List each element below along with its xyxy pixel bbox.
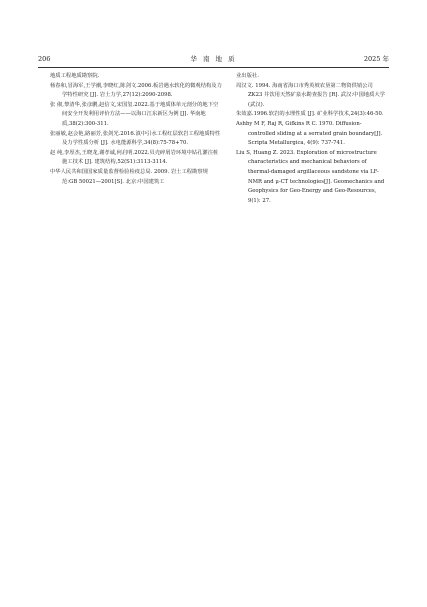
reference-entry: 中华人民共和国国家质量监督检验检疫总局. 2009. 岩土工程勘察规范:GB 50021—2001[S]. 北京:中国建筑工 bbox=[50, 168, 208, 185]
reference-entry: 杨春和,冒海军,王学潮,李晓红,陈剑文.2006.板岩遇水软化的微观结构及力学特性研究 [J]. 岩土力学,27(12):2090-2098. bbox=[50, 82, 222, 99]
journal-year: 2025 年 bbox=[363, 55, 389, 63]
references-left-column bbox=[50, 72, 222, 187]
reference-entry: 赵 纯,李厚杰,王晓龙,谢孝诚,何启明.2022.贝壳碎屑岩环境中钻孔灌注桩施工技术 [J]. 建筑结构,52(S1):3113-3114. bbox=[50, 149, 219, 166]
reference-entry: 业出版社. bbox=[236, 73, 259, 79]
reference-entry: 张丽敏,赵会艳,路丽芳,张剑光.2016.滇中引水工程红层软岩工程地质特性及力学性质分析 [J]. 水电能源科学,34(8):75-78+70. bbox=[50, 130, 221, 147]
reference-entry: 周汉文. 1994. 海南省海口市秀英坡农垦第二物资供销公司 ZK23 井饮用天然矿泉水勘查报告 [R]. 武汉:中国地质大学(武汉). bbox=[236, 82, 385, 108]
page-header bbox=[38, 53, 389, 65]
reference-entry: 朱效嘉.1996.软岩的水理性质 [J]. 矿业科学技术,24(3):46-50. bbox=[236, 111, 384, 118]
reference-entry: Liu S, Huang Z. 2023. Exploration of microstructure characteristics and mechanical behaviors of thermal-damaged argillaceous sandstone via LF-NMR and μ-CT technologies[J]. Geomechanics and Geophysics for Geo-Energy and Geo-Resources, 9(1): 27. bbox=[236, 149, 385, 204]
reference-entry: Ashby M F, Raj R, Gifkins R C. 1970. Diffusion-controlled sliding at a serrated grain boundary[J]. Scripta Metallurgica, 4(9): 737-741. bbox=[236, 120, 383, 147]
header-rule bbox=[38, 67, 389, 68]
journal-title: 华 南 地 质 bbox=[190, 55, 237, 63]
reference-entry: 张 俶,黎清华,张彦鹏,赵信文,宋国玺.2022.基于地质体单元剖分的地下空间安全开发利用评价方法——以海口江东新区为例 [J]. 华南地质,38(2):300-311. bbox=[50, 101, 219, 127]
references-right-column bbox=[236, 72, 386, 206]
page-number: 206 bbox=[38, 55, 51, 63]
reference-entry: 地质工程地质勘察院. bbox=[50, 73, 100, 79]
